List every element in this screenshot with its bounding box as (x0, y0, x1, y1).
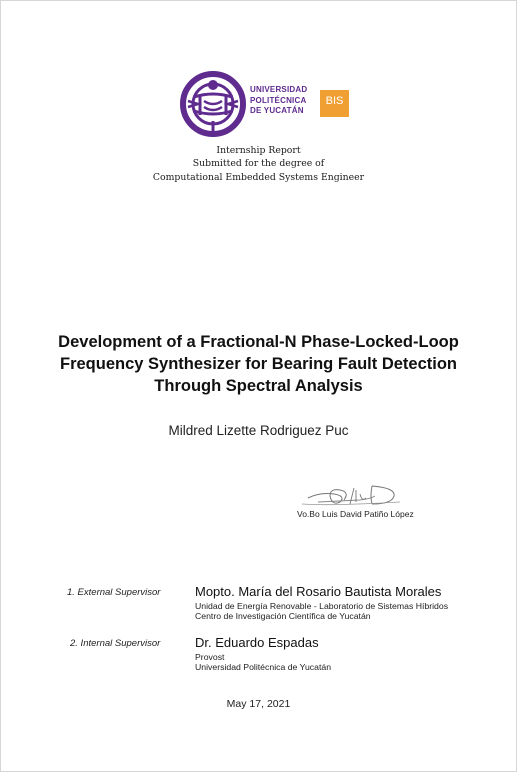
report-date: May 17, 2021 (226, 698, 291, 710)
signature-icon (300, 482, 405, 510)
university-name (250, 85, 330, 117)
degree-intro: Submitted for the degree of (192, 158, 325, 169)
supervisor-1-label: 1. External Supervisor (67, 587, 161, 598)
supervisor-2-affiliation-line1: Provost (195, 652, 225, 662)
supervisor-1-affiliation (195, 601, 448, 621)
university-name-line3: DE YUCATÁN (250, 106, 304, 115)
title-line2: Frequency Synthesizer for Bearing Fault Detection (60, 355, 457, 373)
university-name-line2: POLITÉCNICA (250, 95, 307, 105)
title-line1: Development of a Fractional-N Phase-Locked-Loop (58, 333, 459, 351)
supervisor-2-label: 2. Internal Supervisor (70, 638, 161, 649)
author-name: Mildred Lizette Rodriguez Puc (168, 423, 349, 438)
upy-emblem-icon (180, 71, 246, 137)
supervisor-1-name: Mopto. María del Rosario Bautista Morales (195, 584, 442, 599)
supervisor-2-affiliation (195, 652, 331, 672)
degree-name: Computational Embedded Systems Engineer (152, 172, 365, 183)
document-title (0, 331, 517, 397)
title-line3: Through Spectral Analysis (154, 377, 363, 395)
bis-badge: BIS (320, 90, 349, 117)
supervisor-2-name: Dr. Eduardo Espadas (195, 635, 319, 650)
approval-text: Vo.Bo Luis David Patiño López (297, 509, 414, 519)
supervisor-2-affiliation-line2: Universidad Politécnica de Yucatán (195, 662, 332, 672)
supervisor-1-affiliation-line2: Centro de Investigación Científica de Yucatán (195, 611, 371, 621)
report-type: Internship Report (216, 145, 301, 156)
supervisor-1-affiliation-line1: Unidad de Energía Renovable - Laboratorio de Sistemas Híbridos (195, 601, 449, 611)
university-name-line1: UNIVERSIDAD (250, 85, 308, 94)
